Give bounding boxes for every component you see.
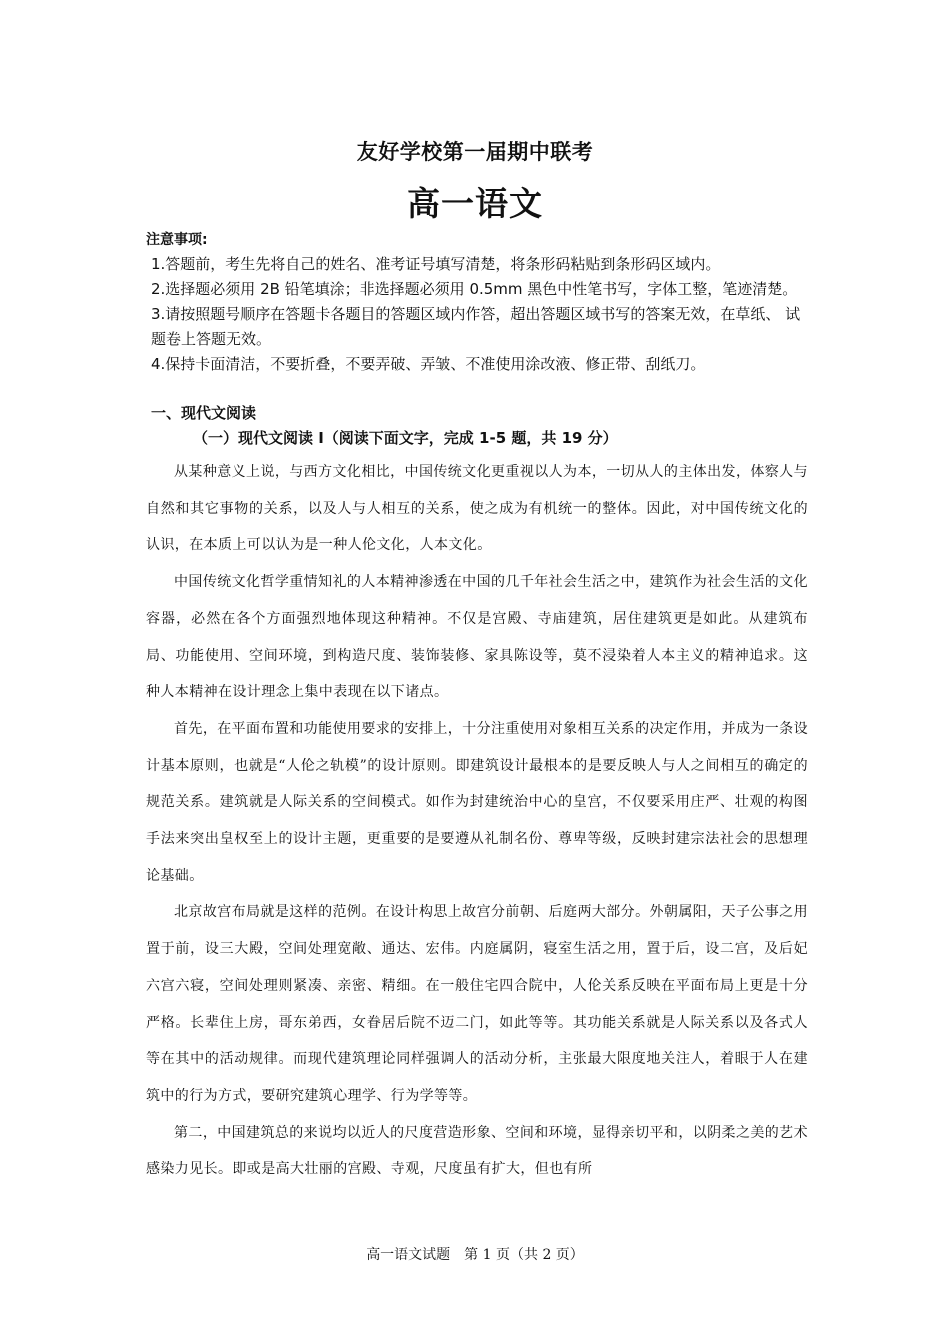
reading-passage bbox=[146, 454, 808, 1188]
exam-title: 友好学校第一届期中联考 bbox=[356, 140, 594, 164]
passage-paragraph: 第二，中国建筑总的来说均以近人的尺度营造形象、空间和环境，显得亲切平和，以阴柔之美的艺术感染力见长。即或是高大壮丽的宫殿、寺观，尺度虽有扩大，但也有所 bbox=[146, 1124, 808, 1178]
page-footer: 高一语文试题 第 1 页（共 2 页） bbox=[366, 1247, 584, 1263]
passage-paragraph: 首先，在平面布置和功能使用要求的安排上，十分注重使用对象相互关系的决定作用，并成为一条设计基本原则，也就是“人伦之轨模”的设计原则。即建筑设计最根本的是要反映人与人之间相互的确定的规范关系。建筑就是人际关系的空间模式。如作为封建统治中心的皇宫，不仅要采用庄严、壮观的构图手法来突出皇权至上的设计主题，更重要的是要遵从礼制名份、尊卑等级，反映封建宗法社会的思想理论基础。 bbox=[146, 720, 808, 884]
notice-item: 2.选择题必须用 2B 铅笔填涂；非选择题必须用 0.5mm 黑色中性笔书写，字体工整，笔迹清楚。 bbox=[151, 280, 798, 298]
notice-list bbox=[151, 252, 811, 377]
passage-paragraph: 中国传统文化哲学重情知礼的人本精神渗透在中国的几千年社会生活之中，建筑作为社会生活的文化容器，必然在各个方面强烈地体现这种精神。不仅是宫殿、寺庙建筑，居住建筑更是如此。从建筑布局、功能使用、空间环境，到构造尺度、装饰装修、家具陈设等，莫不浸染着人本主义的精神追求。这种人本精神在设计理念上集中表现在以下诸点。 bbox=[146, 574, 808, 701]
section-heading: 一、现代文阅读 bbox=[151, 404, 257, 422]
passage-paragraph: 从某种意义上说，与西方文化相比，中国传统文化更重视以人为本，一切从人的主体出发，体察人与自然和其它事物的关系，以及人与人相互的关系，使之成为有机统一的整体。因此，对中国传统文化的认识，在本质上可以认为是一种人伦文化，人本文化。 bbox=[146, 464, 808, 554]
reading-heading: （一）现代文阅读 I（阅读下面文字，完成 1-5 题，共 19 分） bbox=[193, 429, 618, 447]
notice-item: 4.保持卡面清洁，不要折叠，不要弄破、弄皱、不准使用涂改液、修正带、刮纸刀。 bbox=[151, 355, 706, 373]
notice-heading: 注意事项: bbox=[146, 232, 208, 248]
notice-item: 3.请按照题号顺序在答题卡各题目的答题区域内作答，超出答题区域书写的答案无效，在草纸、 试题卷上答题无效。 bbox=[151, 305, 801, 348]
subject-title: 高一语文 bbox=[407, 184, 543, 223]
notice-item: 1.答题前，考生先将自己的姓名、准考证号填写清楚，将条形码粘贴到条形码区域内。 bbox=[151, 255, 721, 273]
passage-paragraph: 北京故宫布局就是这样的范例。在设计构思上故宫分前朝、后庭两大部分。外朝属阳，天子公事之用置于前，设三大殿，空间处理宽敞、通达、宏伟。内庭属阴，寝室生活之用，置于后，设二宫，及后妃六宫六寝，空间处理则紧凑、亲密、精细。在一般住宅四合院中，人伦关系反映在平面布局上更是十分严格。长辈住上房，哥东弟西，女眷居后院不迈二门，如此等等。其功能关系就是人际关系以及各式人等在其中的活动规律。而现代建筑理论同样强调人的活动分析，主张最大限度地关注人，着眼于人在建筑中的行为方式，要研究建筑心理学、行为学等等。 bbox=[146, 904, 808, 1104]
